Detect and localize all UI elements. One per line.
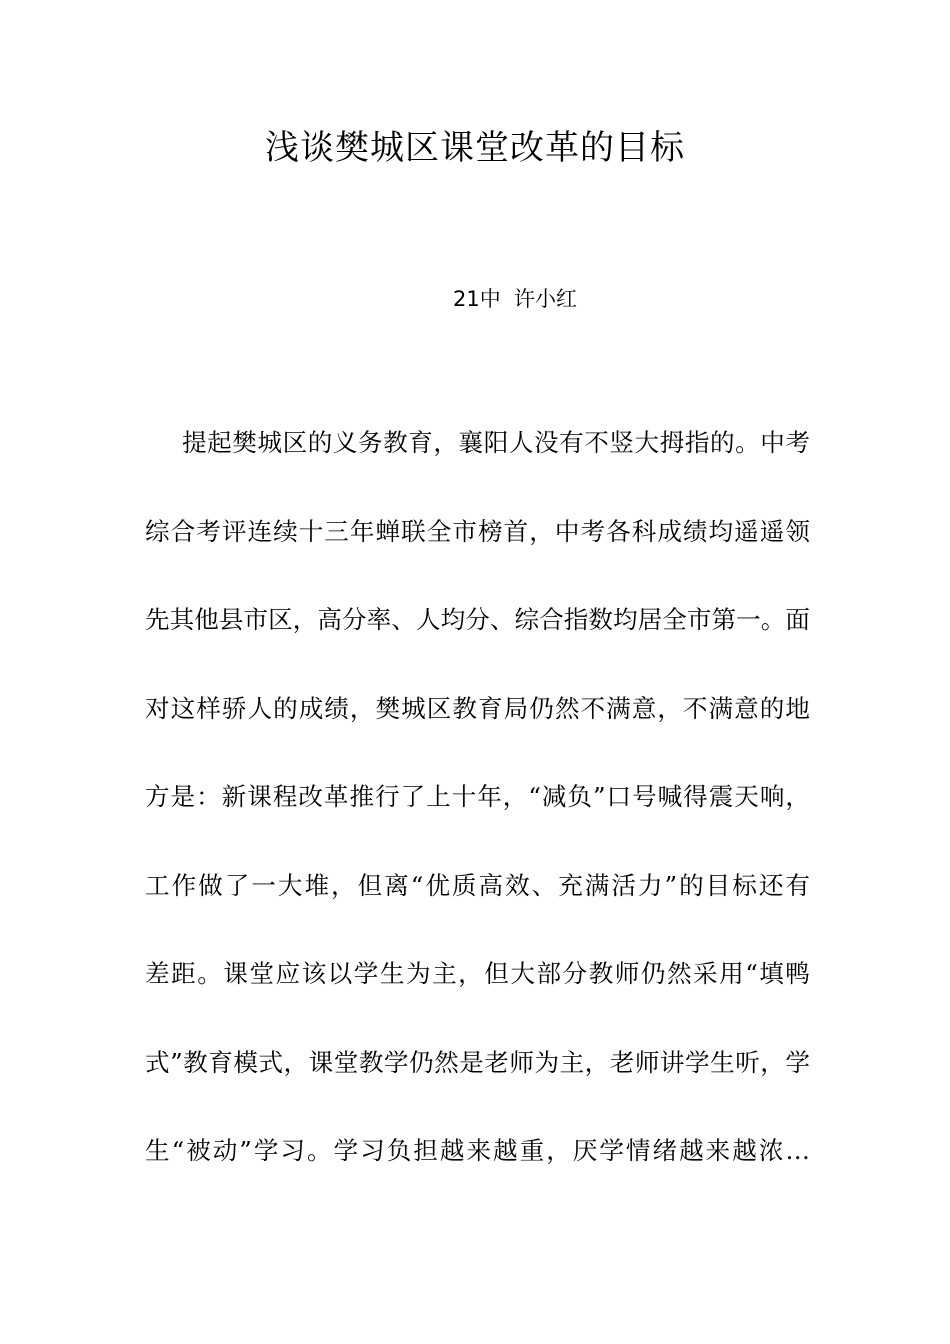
paragraph-line: 先其他县市区，高分率、人均分、综合指数均居全市第一。面 bbox=[145, 605, 810, 634]
document-title: 浅谈樊城区课堂改革的目标 bbox=[265, 128, 685, 168]
paragraph-line: 式”教育模式，课堂教学仍然是老师为主，老师讲学生听，学 bbox=[145, 1047, 810, 1077]
body-paragraph bbox=[145, 423, 810, 1220]
paragraph-line: 工作做了一大堆，但离“优质高效、充满活力”的目标还有 bbox=[145, 870, 810, 900]
author-school-number: 21 bbox=[452, 287, 480, 311]
paragraph-line: 生“被动”学习。学习负担越来越重，厌学情绪越来越浓… bbox=[145, 1136, 810, 1165]
author-name: 许小红 bbox=[514, 287, 578, 311]
paragraph-line: 综合考评连续十三年蝉联全市榜首，中考各科成绩均遥遥领 bbox=[145, 516, 810, 546]
paragraph-line: 对这样骄人的成绩，樊城区教育局仍然不满意，不满意的地 bbox=[145, 693, 810, 723]
author-line bbox=[0, 284, 950, 314]
author-school-suffix: 中 bbox=[479, 287, 501, 311]
paragraph-line: 方是：新课程改革推行了上十年，“减负”口号喊得震天响， bbox=[145, 782, 810, 811]
paragraph-line: 提起樊城区的义务教育，襄阳人没有不竖大拇指的。中考 bbox=[182, 428, 810, 457]
paragraph-line: 差距。课堂应该以学生为主，但大部分教师仍然采用“填鸭 bbox=[145, 959, 810, 988]
